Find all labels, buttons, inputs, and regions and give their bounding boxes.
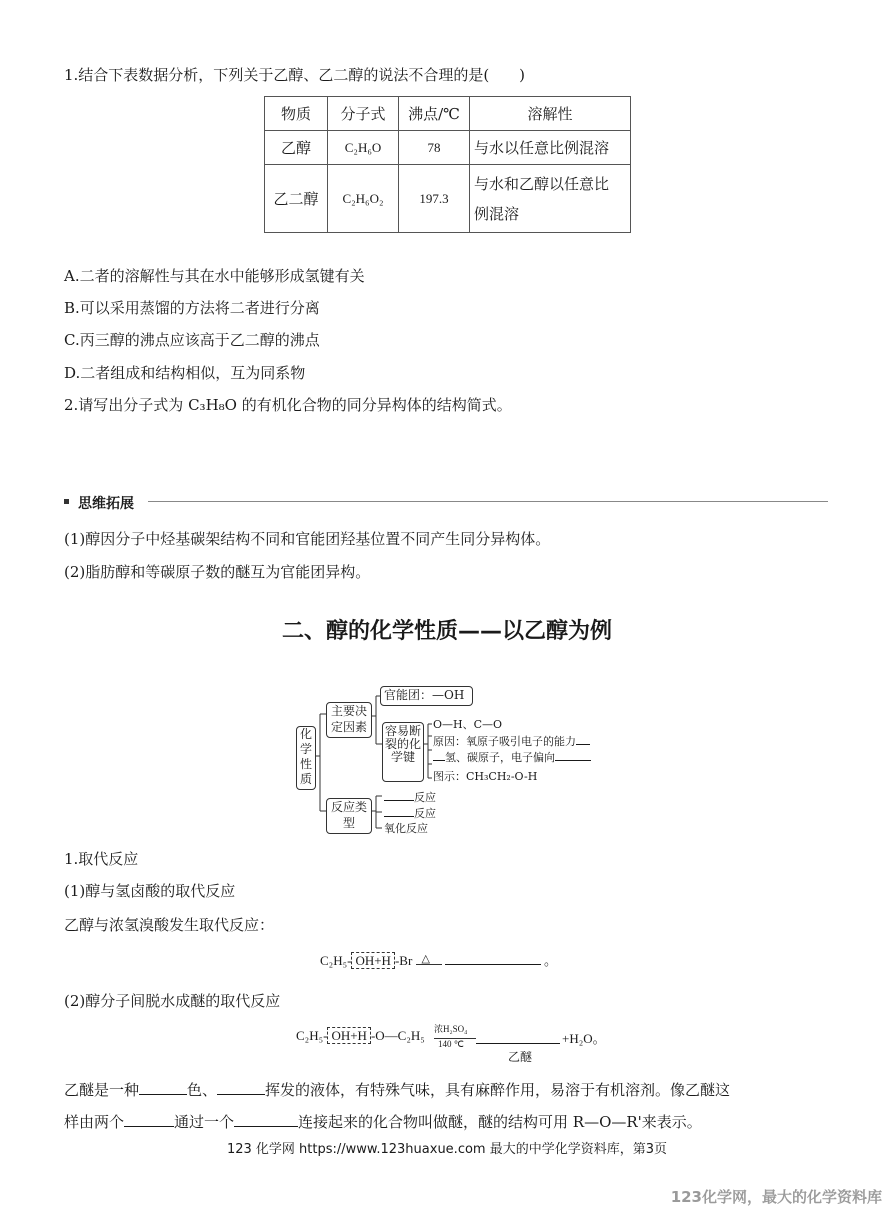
diagram-bond-line4: 图示：CH₃CH₂-O-H [433,770,538,783]
blank-volatility[interactable] [217,1080,265,1095]
section1-sub1: (1)醇与氢卤酸的取代反应 [64,882,236,900]
blank [433,750,445,761]
ether-text: 通过一个 [174,1113,235,1131]
ether-text: 色、 [187,1081,218,1099]
option-a: A.二者的溶解性与其在水中能够形成氢键有关 [64,267,365,285]
diagram-main-factor: 主要决定因素 [326,702,372,738]
eq2-boxed: OH+H [327,1027,371,1044]
ether-text: 样由两个 [64,1113,125,1131]
ether-text: 挥发的液体，有特殊气味，具有麻醉作用，易溶于有机溶剂。像乙醚这 [265,1081,731,1099]
cell-name: 乙二醇 [265,165,328,233]
diagram-reaction-2-text: 反应 [414,807,436,820]
diagram-bond-line3-text: 氢、碳原子，电子偏向 [445,751,555,764]
blank [555,750,591,761]
option-c: C.丙三醇的沸点应该高于乙二醇的沸点 [64,331,320,349]
extension-header [64,493,828,511]
cell-formula: C₂H₆O [328,131,399,165]
arrow-line [416,964,442,965]
eq2-answer-blank[interactable] [476,1030,560,1044]
eq2-condition-bottom: 140 ℃ [438,1039,464,1049]
diagram-reaction-2 [384,806,436,821]
cell-solubility-line1: 与水和乙醇以任意比 [474,174,610,193]
diagram-reaction-type: 反应类型 [326,798,372,834]
q1-stem: 1.结合下表数据分析，下列关于乙醇、乙二醇的说法不合理的是( ) [64,66,526,84]
cell-solubility [470,165,631,233]
extension-item-1: (1)醇因分子中烃基碳架结构不同和官能团羟基位置不同产生同分异构体。 [64,530,551,548]
section1-title: 1.取代反应 [64,850,139,868]
blank [384,806,414,817]
ether-paragraph-line2 [64,1111,702,1133]
cell-solubility-line2: 例混溶 [474,204,520,223]
section-title: 二、醇的化学性质——以乙醇为例 [281,619,612,644]
eq1-answer-blank[interactable] [445,952,541,965]
cell-formula: C₂H₆O₂ [328,165,399,233]
diagram-reaction-1 [384,790,436,805]
section1-sub1-desc: 乙醇与浓氢溴酸发生取代反应： [64,916,275,934]
table-header-row [265,97,631,131]
diagram-bond-box: 容易断裂的化学键 [382,722,424,782]
blank [384,790,414,801]
eq2-end: +H₂O。 [562,1031,606,1046]
diagram-root: 化学性质 [296,726,316,790]
table-row [265,165,631,233]
cell-solubility: 与水以任意比例混溶 [470,131,631,165]
blank-atom[interactable] [234,1112,298,1127]
th-boiling-point: 沸点/℃ [399,97,470,131]
blank-groups[interactable] [124,1112,174,1127]
watermark: 123化学网，最大的化学资料库 [670,1188,882,1206]
cell-bp: 197.3 [399,165,470,233]
diagram-bond-line3 [433,750,591,765]
cell-name: 乙醇 [265,131,328,165]
eq2-product-label: 乙醚 [508,1050,533,1064]
th-formula: 分子式 [328,97,399,131]
th-substance: 物质 [265,97,328,131]
diagram-reaction-1-text: 反应 [414,791,436,804]
option-d: D.二者组成和结构相似，互为同系物 [64,364,306,382]
diagram-reaction-3: 氧化反应 [384,822,428,835]
table-row [265,131,631,165]
diagram-bond-line1: O—H、C—O [433,718,503,731]
option-b: B.可以采用蒸馏的方法将二者进行分离 [64,299,320,317]
page-footer: 123 化学网 https://www.123huaxue.com 最大的中学化学资料库，第3页 [226,1142,667,1157]
q2-stem: 2.请写出分子式为 C₃H₈O 的有机化合物的同分异构体的结构简式。 [64,396,512,414]
section1-sub2: (2)醇分子间脱水成醚的取代反应 [64,992,281,1010]
chemical-property-diagram [294,686,614,838]
ether-text: 乙醚是一种 [64,1081,140,1099]
eq1-boxed: OH+H [351,952,395,969]
eq1-condition: △ [421,953,431,966]
eq1-end: 。 [544,953,558,968]
eq1-right: -Br [394,953,413,968]
ether-text: 连接起来的化合物叫做醚，醚的结构可用 R—O—R'来表示。 [298,1113,702,1131]
eq2-left-group [296,1028,425,1044]
eq2-left: C₂H₅- [296,1028,328,1043]
divider [148,501,828,502]
eq2-condition-top: 浓H₂SO₄ [434,1024,468,1034]
extension-item-2: (2)脂肪醇和等碳原子数的醚互为官能团异构。 [64,563,371,581]
property-table [264,96,631,233]
blank-color[interactable] [139,1080,187,1095]
eq1-arrow [416,952,442,972]
diagram-bond-line2-text: 原因：氧原子吸引电子的能力 [433,735,576,748]
diagram-functional-group: 官能团：—OH [380,686,473,706]
ether-paragraph-line1 [64,1079,730,1101]
eq2-right: -O—C₂H₅ [370,1028,425,1043]
extension-title: 思维拓展 [78,496,134,512]
th-solubility: 溶解性 [470,97,631,131]
eq1-left: C₂H₅- [320,953,352,968]
equation-1 [320,948,557,974]
square-bullet-icon [64,499,69,504]
cell-bp: 78 [399,131,470,165]
blank [576,734,590,745]
diagram-bond-line2 [433,734,590,749]
eq2-arrow [434,1024,476,1054]
